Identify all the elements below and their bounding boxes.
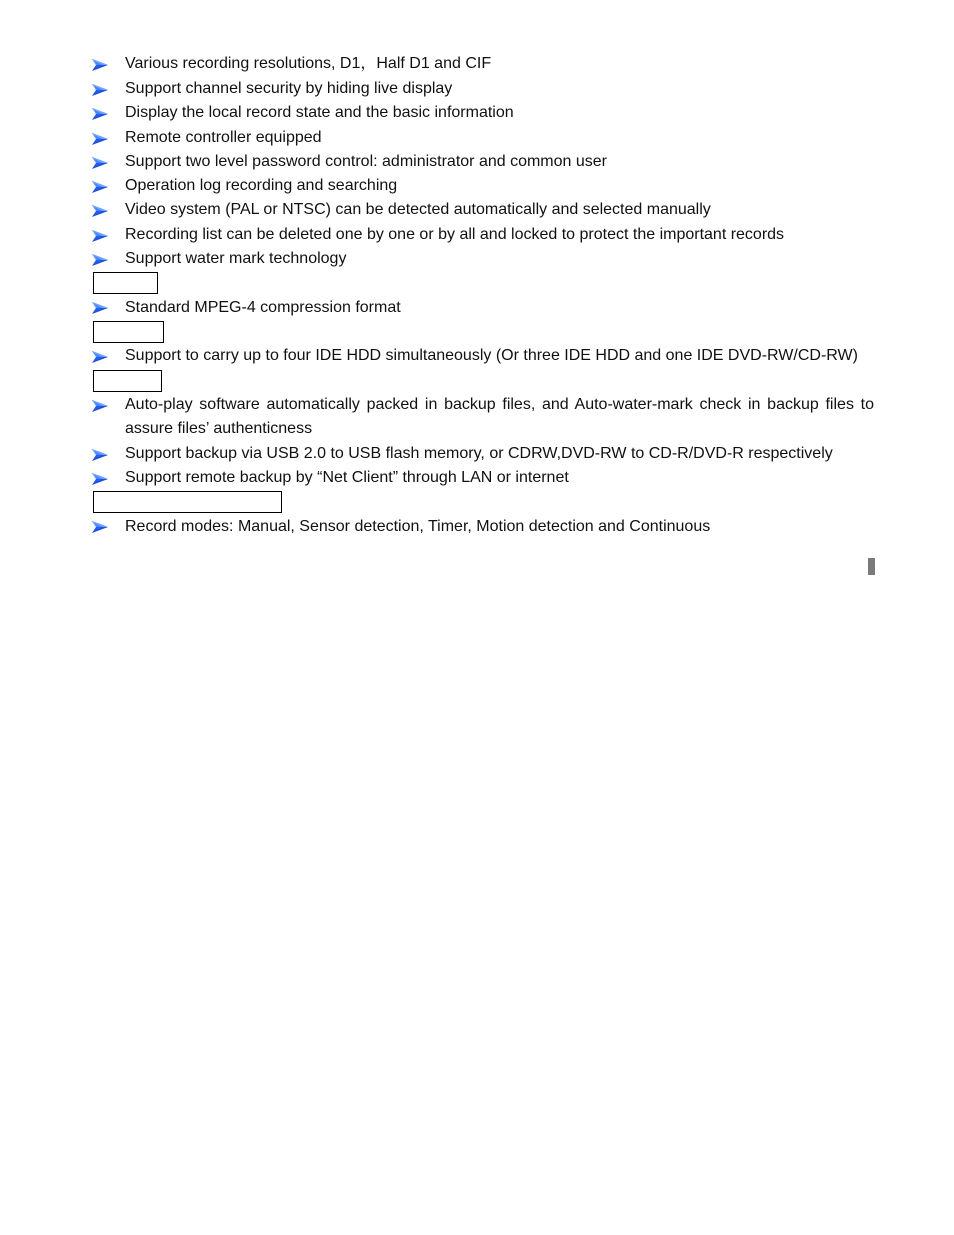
page-marker	[868, 558, 875, 575]
feature-text: Support two level password control: administrator and common user	[125, 153, 607, 170]
feature-text: Various recording resolutions, D1，Half D1 and CIF	[125, 55, 492, 72]
arrow-bullet-icon	[91, 399, 109, 413]
arrow-bullet-icon	[91, 83, 109, 97]
feature-text: Video system (PAL or NTSC) can be detected automatically and selected manually	[125, 201, 711, 218]
arrow-bullet-icon	[91, 107, 109, 121]
arrow-bullet-icon	[91, 301, 109, 315]
arrow-bullet-icon	[91, 253, 109, 267]
feature-text: Record modes: Manual, Sensor detection, Timer, Motion detection and Continuous	[125, 518, 711, 535]
section-heading-box	[93, 491, 282, 513]
arrow-bullet-icon	[91, 180, 109, 194]
arrow-bullet-icon	[91, 520, 109, 534]
feature-text: Recording list can be deleted one by one or by all and locked to protect the important records	[125, 226, 785, 243]
arrow-bullet-icon	[91, 58, 109, 72]
feature-text: Support channel security by hiding live display	[125, 80, 453, 97]
feature-text: Remote controller equipped	[125, 129, 322, 146]
feature-text: Support water mark technology	[125, 250, 347, 267]
arrow-bullet-icon	[91, 156, 109, 170]
arrow-bullet-icon	[91, 472, 109, 486]
arrow-bullet-icon	[91, 204, 109, 218]
arrow-bullet-icon	[91, 350, 109, 364]
section-heading-box	[93, 370, 162, 392]
arrow-bullet-icon	[91, 448, 109, 462]
feature-text: Standard MPEG-4 compression format	[125, 299, 401, 316]
section-heading-box	[93, 272, 158, 294]
feature-text: Support backup via USB 2.0 to USB flash memory, or CDRW,DVD-RW to CD-R/DVD-R respectively	[125, 445, 833, 462]
section-heading-box	[93, 321, 164, 343]
arrow-bullet-icon	[91, 132, 109, 146]
arrow-bullet-icon	[91, 229, 109, 243]
feature-text: Support to carry up to four IDE HDD simultaneously (Or three IDE HDD and one IDE DVD-RW/CD-RW)	[125, 347, 858, 364]
feature-text: Auto-play software automatically packed in backup files, and Auto-water-mark check in backup files to assure files’ authenticness	[125, 396, 874, 437]
feature-text: Operation log recording and searching	[125, 177, 398, 194]
feature-text: Support remote backup by “Net Client” through LAN or internet	[125, 469, 569, 486]
feature-text: Display the local record state and the basic information	[125, 104, 514, 121]
